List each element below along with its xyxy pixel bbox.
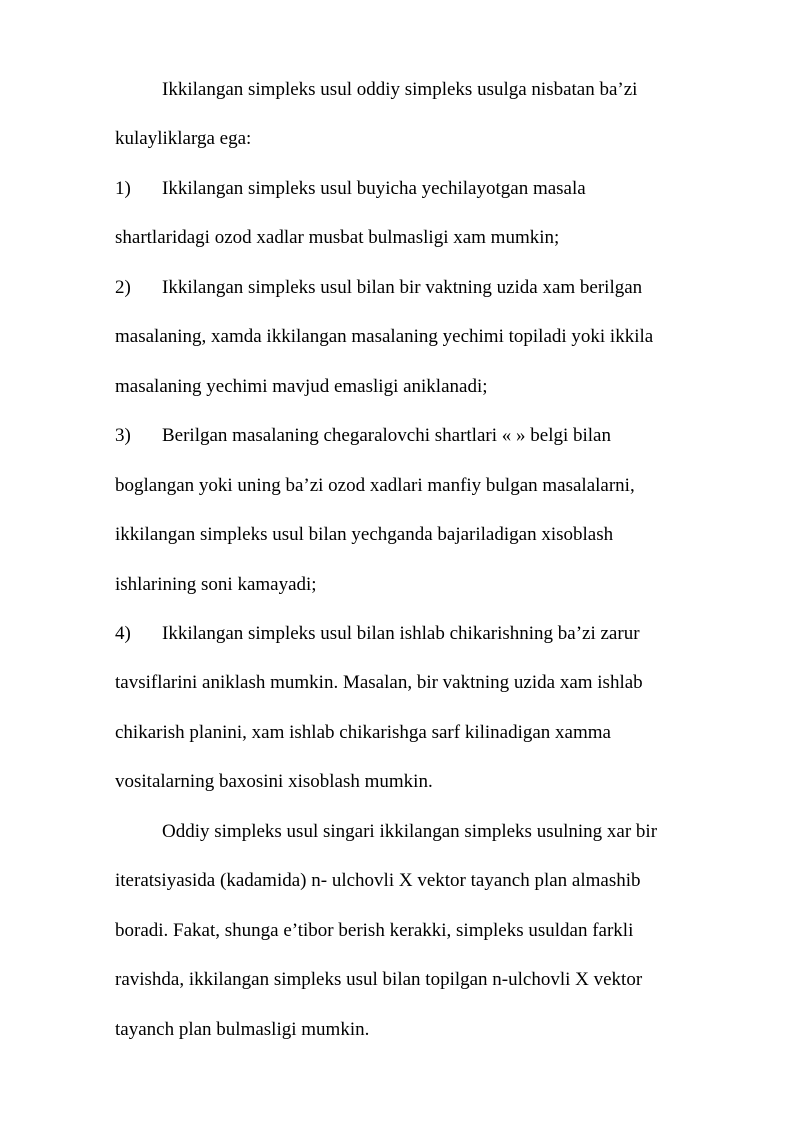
list-item-3-line-2: boglangan yoki uning ba’zi ozod xadlari manfiy bulgan masalalarni, xyxy=(115,475,635,496)
list-item-3-line-4: ishlarining soni kamayadi; xyxy=(115,574,317,595)
intro-line-2: kulayliklarga ega: xyxy=(115,128,252,149)
list-item-4-line-3: chikarish planini, xam ishlab chikarishga sarf kilinadigan xamma xyxy=(115,722,611,743)
list-item-3-line-3: ikkilangan simpleks usul bilan yechganda bajariladigan xisoblash xyxy=(115,524,614,545)
closing-line-4: ravishda, ikkilangan simpleks usul bilan topilgan n-ulchovli X vektor xyxy=(115,969,643,990)
closing-line-1: Oddiy simpleks usul singari ikkilangan simpleks usulning xar bir xyxy=(162,821,658,842)
list-item-3-line-1: Berilgan masalaning chegaralovchi shartlari « » belgi bilan xyxy=(162,425,611,446)
list-item-4-line-4: vositalarning baxosini xisoblash mumkin. xyxy=(115,771,433,792)
closing-line-5: tayanch plan bulmasligi mumkin. xyxy=(115,1019,370,1040)
intro-line-1: Ikkilangan simpleks usul oddiy simpleks usulga nisbatan ba’zi xyxy=(162,79,638,100)
list-item-2-line-1: Ikkilangan simpleks usul bilan bir vaktning uzida xam berilgan xyxy=(162,277,643,298)
list-item-4-line-1: Ikkilangan simpleks usul bilan ishlab chikarishning ba’zi zarur xyxy=(162,623,640,644)
list-item-2-line-3: masalaning yechimi mavjud emasligi aniklanadi; xyxy=(115,376,488,397)
list-item-1-line-2: shartlaridagi ozod xadlar musbat bulmasligi xam mumkin; xyxy=(115,227,560,248)
list-item-2-line-2: masalaning, xamda ikkilangan masalaning yechimi topiladi yoki ikkila xyxy=(115,326,654,347)
list-item-4-line-2: tavsiflarini aniklash mumkin. Masalan, bir vaktning uzida xam ishlab xyxy=(115,672,643,693)
list-item-number-3: 3) xyxy=(115,425,131,446)
closing-line-2: iteratsiyasida (kadamida) n- ulchovli X vektor tayanch plan almashib xyxy=(115,870,641,891)
list-item-number-2: 2) xyxy=(115,277,131,298)
list-item-number-1: 1) xyxy=(115,178,131,199)
list-item-number-4: 4) xyxy=(115,623,131,644)
list-item-1-line-1: Ikkilangan simpleks usul buyicha yechilayotgan masala xyxy=(162,178,586,199)
closing-line-3: boradi. Fakat, shunga e’tibor berish kerakki, simpleks usuldan farkli xyxy=(115,920,634,941)
